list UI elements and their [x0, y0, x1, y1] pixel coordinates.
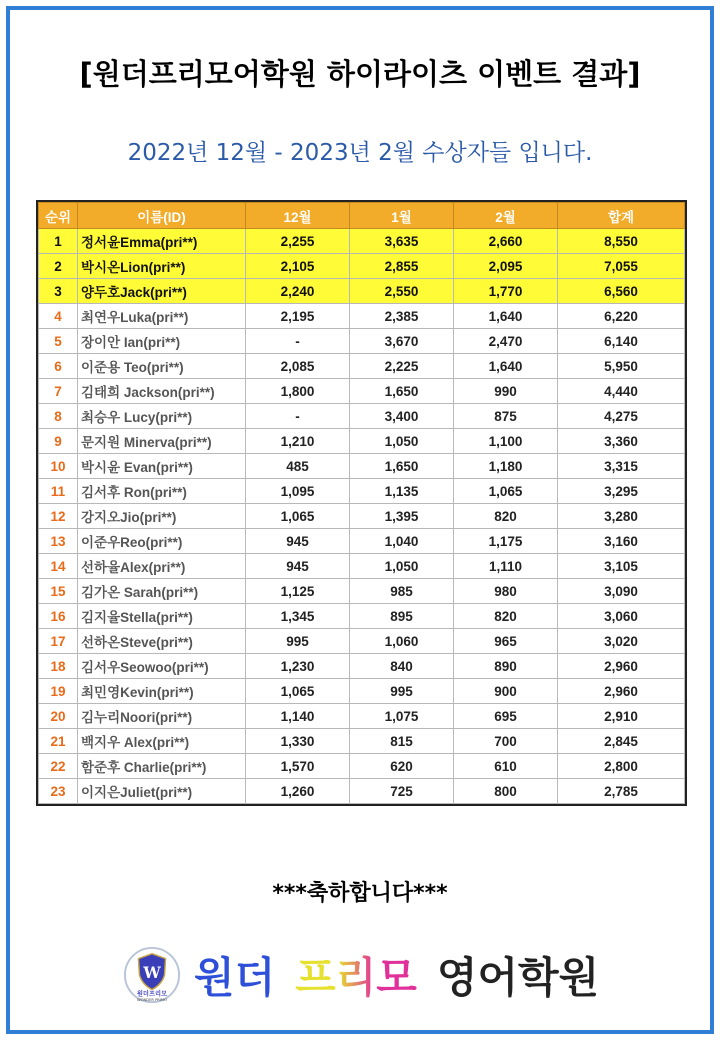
logo-monogram: W: [143, 962, 161, 982]
name-cell: 최승우 Lucy(pri**): [78, 404, 246, 429]
january-cell: 1,650: [350, 379, 454, 404]
total-cell: 2,910: [558, 704, 685, 729]
table-row: [39, 554, 685, 579]
december-cell: 1,210: [246, 429, 350, 454]
total-cell: 3,060: [558, 604, 685, 629]
january-cell: 995: [350, 679, 454, 704]
december-cell: 1,570: [246, 754, 350, 779]
january-cell: 3,400: [350, 404, 454, 429]
december-cell: 2,240: [246, 279, 350, 304]
total-cell: 8,550: [558, 229, 685, 254]
february-cell: 1,640: [454, 304, 558, 329]
name-cell: 최민영Kevin(pri**): [78, 679, 246, 704]
table-row: [39, 729, 685, 754]
name-cell: 양두호Jack(pri**): [78, 279, 246, 304]
name-cell: 함준후 Charlie(pri**): [78, 754, 246, 779]
january-cell: 2,550: [350, 279, 454, 304]
january-cell: 1,060: [350, 629, 454, 654]
table-row: [39, 379, 685, 404]
february-cell: 1,640: [454, 354, 558, 379]
name-cell: 김누리Noori(pri**): [78, 704, 246, 729]
name-cell: 장이안 Ian(pri**): [78, 329, 246, 354]
total-cell: 6,220: [558, 304, 685, 329]
february-cell: 820: [454, 604, 558, 629]
header-total: 합계: [558, 203, 685, 229]
rank-cell: 22: [39, 754, 78, 779]
academy-brand-name: [194, 946, 599, 1004]
rank-cell: 7: [39, 379, 78, 404]
total-cell: 7,055: [558, 254, 685, 279]
name-cell: 이준우Reo(pri**): [78, 529, 246, 554]
december-cell: 1,065: [246, 679, 350, 704]
name-cell: 이준용 Teo(pri**): [78, 354, 246, 379]
table-row: [39, 504, 685, 529]
rank-cell: 1: [39, 229, 78, 254]
table-row: [39, 279, 685, 304]
name-cell: 문지원 Minerva(pri**): [78, 429, 246, 454]
january-cell: 840: [350, 654, 454, 679]
december-cell: 1,260: [246, 779, 350, 804]
total-cell: 3,295: [558, 479, 685, 504]
rank-cell: 15: [39, 579, 78, 604]
february-cell: 1,770: [454, 279, 558, 304]
total-cell: 3,160: [558, 529, 685, 554]
total-cell: 3,020: [558, 629, 685, 654]
table-row: [39, 529, 685, 554]
rank-cell: 20: [39, 704, 78, 729]
total-cell: 2,785: [558, 779, 685, 804]
january-cell: 2,855: [350, 254, 454, 279]
january-cell: 1,050: [350, 554, 454, 579]
header-name: 이름(ID): [78, 203, 246, 229]
table-row: [39, 629, 685, 654]
january-cell: 815: [350, 729, 454, 754]
header-rank: 순위: [39, 203, 78, 229]
december-cell: 2,085: [246, 354, 350, 379]
rank-cell: 17: [39, 629, 78, 654]
header-december: 12월: [246, 203, 350, 229]
total-cell: 4,440: [558, 379, 685, 404]
results-table: [38, 202, 685, 804]
name-cell: 정서윤Emma(pri**): [78, 229, 246, 254]
name-cell: 최연우Luka(pri**): [78, 304, 246, 329]
february-cell: 980: [454, 579, 558, 604]
table-row: [39, 304, 685, 329]
february-cell: 965: [454, 629, 558, 654]
academy-logo: [123, 946, 181, 1004]
february-cell: 610: [454, 754, 558, 779]
january-cell: 3,635: [350, 229, 454, 254]
rank-cell: 12: [39, 504, 78, 529]
total-cell: 3,315: [558, 454, 685, 479]
brand-part-wonder: 원더: [194, 953, 276, 1002]
total-cell: 3,280: [558, 504, 685, 529]
december-cell: 995: [246, 629, 350, 654]
table-header-row: [39, 203, 685, 229]
february-cell: 875: [454, 404, 558, 429]
header-january: 1월: [350, 203, 454, 229]
rank-cell: 8: [39, 404, 78, 429]
rank-cell: 9: [39, 429, 78, 454]
total-cell: 2,845: [558, 729, 685, 754]
rank-cell: 18: [39, 654, 78, 679]
total-cell: 4,275: [558, 404, 685, 429]
february-cell: 800: [454, 779, 558, 804]
rank-cell: 23: [39, 779, 78, 804]
name-cell: 김가온 Sarah(pri**): [78, 579, 246, 604]
rank-cell: 6: [39, 354, 78, 379]
january-cell: 1,075: [350, 704, 454, 729]
december-cell: 485: [246, 454, 350, 479]
february-cell: 1,110: [454, 554, 558, 579]
name-cell: 박시온Lion(pri**): [78, 254, 246, 279]
page-title: [원더프리모어학원 하이라이츠 이벤트 결과]: [79, 57, 641, 91]
header-february: 2월: [454, 203, 558, 229]
brand-part-primo: 프리모: [295, 945, 417, 1005]
rank-cell: 14: [39, 554, 78, 579]
table-row: [39, 354, 685, 379]
page-subtitle: 2022년 12월 - 2023년 2월 수상자들 입니다.: [127, 140, 593, 166]
february-cell: 820: [454, 504, 558, 529]
rank-cell: 3: [39, 279, 78, 304]
name-cell: 백지우 Alex(pri**): [78, 729, 246, 754]
total-cell: 2,960: [558, 679, 685, 704]
total-cell: 2,800: [558, 754, 685, 779]
february-cell: 1,100: [454, 429, 558, 454]
table-row: [39, 779, 685, 804]
december-cell: 1,330: [246, 729, 350, 754]
december-cell: 2,105: [246, 254, 350, 279]
february-cell: 900: [454, 679, 558, 704]
table-row: [39, 429, 685, 454]
table-row: [39, 754, 685, 779]
total-cell: 3,105: [558, 554, 685, 579]
january-cell: 2,225: [350, 354, 454, 379]
logo-korean-text: 원더프리모: [136, 990, 168, 998]
december-cell: 945: [246, 554, 350, 579]
rank-cell: 4: [39, 304, 78, 329]
february-cell: 890: [454, 654, 558, 679]
rank-cell: 2: [39, 254, 78, 279]
january-cell: 1,395: [350, 504, 454, 529]
table-row: [39, 579, 685, 604]
table-row: [39, 404, 685, 429]
table-row: [39, 229, 685, 254]
december-cell: 1,095: [246, 479, 350, 504]
february-cell: 2,095: [454, 254, 558, 279]
total-cell: 6,140: [558, 329, 685, 354]
december-cell: 1,230: [246, 654, 350, 679]
table-row: [39, 679, 685, 704]
name-cell: 박시윤 Evan(pri**): [78, 454, 246, 479]
january-cell: 985: [350, 579, 454, 604]
name-cell: 김서후 Ron(pri**): [78, 479, 246, 504]
december-cell: 1,345: [246, 604, 350, 629]
rank-cell: 21: [39, 729, 78, 754]
january-cell: 1,050: [350, 429, 454, 454]
rank-cell: 13: [39, 529, 78, 554]
december-cell: 1,800: [246, 379, 350, 404]
table-row: [39, 604, 685, 629]
january-cell: 2,385: [350, 304, 454, 329]
february-cell: 2,660: [454, 229, 558, 254]
december-cell: 2,255: [246, 229, 350, 254]
january-cell: 620: [350, 754, 454, 779]
rank-cell: 16: [39, 604, 78, 629]
december-cell: -: [246, 329, 350, 354]
table-row: [39, 254, 685, 279]
january-cell: 1,135: [350, 479, 454, 504]
name-cell: 김태희 Jackson(pri**): [78, 379, 246, 404]
december-cell: 945: [246, 529, 350, 554]
february-cell: 990: [454, 379, 558, 404]
brand-part-academy: 영어학원: [436, 953, 600, 1002]
logo-english-text: WONDER PRIMO: [137, 998, 167, 1003]
january-cell: 895: [350, 604, 454, 629]
january-cell: 725: [350, 779, 454, 804]
december-cell: -: [246, 404, 350, 429]
january-cell: 1,040: [350, 529, 454, 554]
february-cell: 1,180: [454, 454, 558, 479]
name-cell: 선하온Steve(pri**): [78, 629, 246, 654]
table-row: [39, 329, 685, 354]
congratulations-text: ***축하합니다***: [272, 881, 448, 906]
name-cell: 이지은Juliet(pri**): [78, 779, 246, 804]
total-cell: 5,950: [558, 354, 685, 379]
name-cell: 김서우Seowoo(pri**): [78, 654, 246, 679]
rank-cell: 10: [39, 454, 78, 479]
january-cell: 3,670: [350, 329, 454, 354]
february-cell: 1,175: [454, 529, 558, 554]
december-cell: 2,195: [246, 304, 350, 329]
december-cell: 1,125: [246, 579, 350, 604]
name-cell: 김지율Stella(pri**): [78, 604, 246, 629]
december-cell: 1,140: [246, 704, 350, 729]
name-cell: 강지오Jio(pri**): [78, 504, 246, 529]
total-cell: 2,960: [558, 654, 685, 679]
february-cell: 700: [454, 729, 558, 754]
february-cell: 1,065: [454, 479, 558, 504]
total-cell: 3,360: [558, 429, 685, 454]
february-cell: 2,470: [454, 329, 558, 354]
table-row: [39, 704, 685, 729]
table-row: [39, 479, 685, 504]
rank-cell: 5: [39, 329, 78, 354]
total-cell: 6,560: [558, 279, 685, 304]
table-row: [39, 654, 685, 679]
rank-cell: 11: [39, 479, 78, 504]
rank-cell: 19: [39, 679, 78, 704]
table-row: [39, 454, 685, 479]
name-cell: 선하율Alex(pri**): [78, 554, 246, 579]
total-cell: 3,090: [558, 579, 685, 604]
december-cell: 1,065: [246, 504, 350, 529]
january-cell: 1,650: [350, 454, 454, 479]
february-cell: 695: [454, 704, 558, 729]
